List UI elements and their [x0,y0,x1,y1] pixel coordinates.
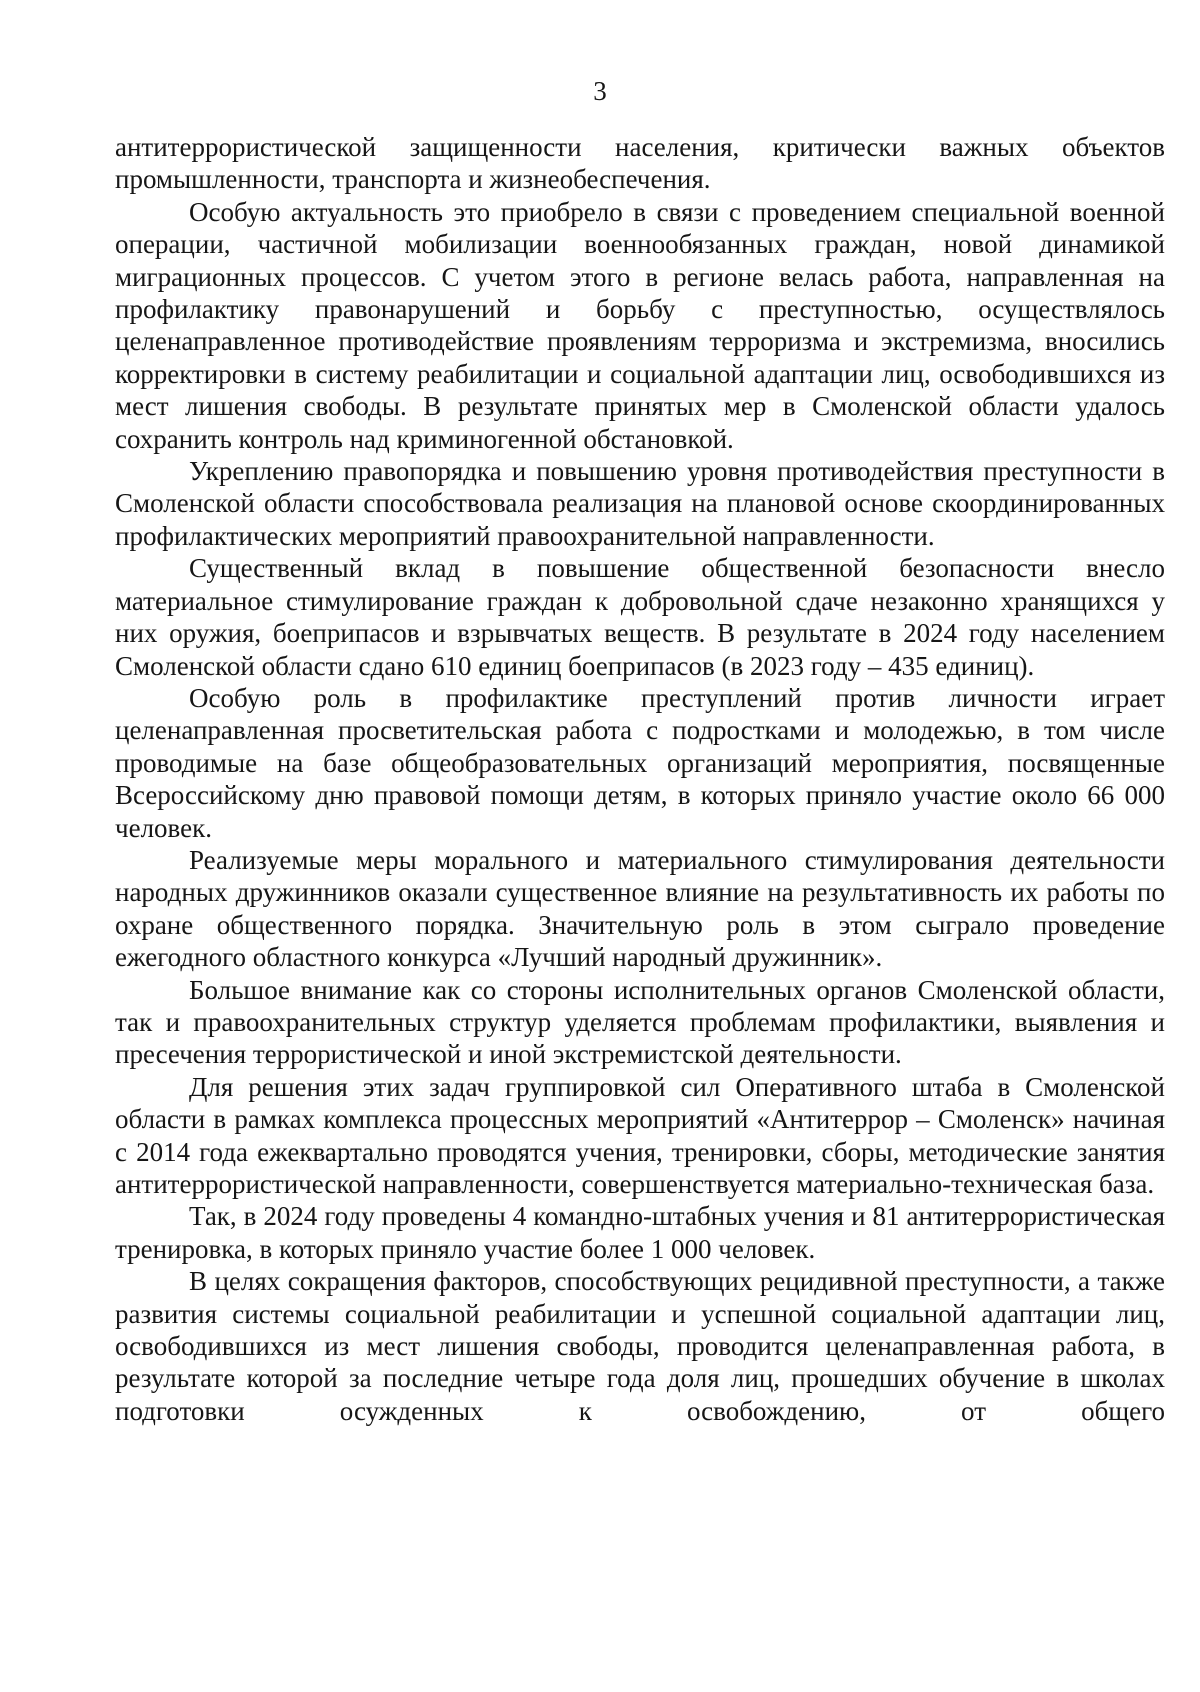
paragraph-1: антитеррористической защищенности населения, критически важных объектов промышленности, транспорта и жизнеобеспечения. [115,132,1165,195]
paragraph-7: Большое внимание как со стороны исполнительных органов Смоленской области, так и правоохранительных структур уделяется проблемам профилактики, выявления и пресечения террористической и иной экстремистской деятельности. [115,974,1165,1070]
page-number: 3 [593,76,607,106]
paragraph-9: Так, в 2024 году проведены 4 командно-штабных учения и 81 антитеррористическая тренировка, в которых приняло участие более 1 000 человек. [115,1201,1165,1264]
paragraph-5: Особую роль в профилактике преступлений против личности играет целенаправленная просветительская работа с подростками и молодежью, в том числе проводимые на базе общеобразовательных организаций мероприятия, посвященные Всероссийскому дню правовой помощи детям, в которых приняло участие около 66 000 человек. [115,682,1165,843]
paragraph-4: Существенный вклад в повышение общественной безопасности внесло материальное стимулирование граждан к добровольной сдаче незаконно хранящихся у них оружия, боеприпасов и взрывчатых веществ. В результате в 2024 году населением Смоленской области сдано 610 единиц боеприпасов (в 2023 году – 435 единиц). [115,553,1165,681]
body-text [115,131,1165,1427]
paragraph-10: В целях сокращения факторов, способствующих рецидивной преступности, а также развития системы социальной реабилитации и успешной социальной адаптации лиц, освободившихся из мест лишения свободы, проводится целенаправленная работа, в результате которой за последние четыре года доля лиц, прошедших обучение в школах подготовки осужденных к освобождению, от общего [115,1266,1165,1426]
paragraph-2: Особую актуальность это приобрело в связи с проведением специальной военной операции, частичной мобилизации военнообязанных граждан, новой динамикой миграционных процессов. С учетом этого в регионе велась работа, направленная на профилактику правонарушений и борьбу с преступностью, осуществлялось целенаправленное противодействие проявлениям терроризма и экстремизма, вносились корректировки в систему реабилитации и социальной адаптации лиц, освободившихся из мест лишения свободы. В результате принятых мер в Смоленской области удалось сохранить контроль над криминогенной обстановкой. [115,196,1165,454]
paragraph-8: Для решения этих задач группировкой сил Оперативного штаба в Смоленской области в рамках комплекса процессных мероприятий «Антитеррор – Смоленск» начиная с 2014 года ежеквартально проводятся учения, тренировки, сборы, методические занятия антитеррористической направленности, совершенствуется материально-техническая база. [115,1071,1165,1199]
paragraph-3: Укреплению правопорядка и повышению уровня противодействия преступности в Смоленской области способствовала реализация на плановой основе скоординированных профилактических мероприятий правоохранительной направленности. [115,456,1165,551]
paragraph-6: Реализуемые меры морального и материального стимулирования деятельности народных дружинников оказали существенное влияние на результативность их работы по охране общественного порядка. Значительную роль в этом сыграло проведение ежегодного областного конкурса «Лучший народный дружинник». [115,844,1165,973]
